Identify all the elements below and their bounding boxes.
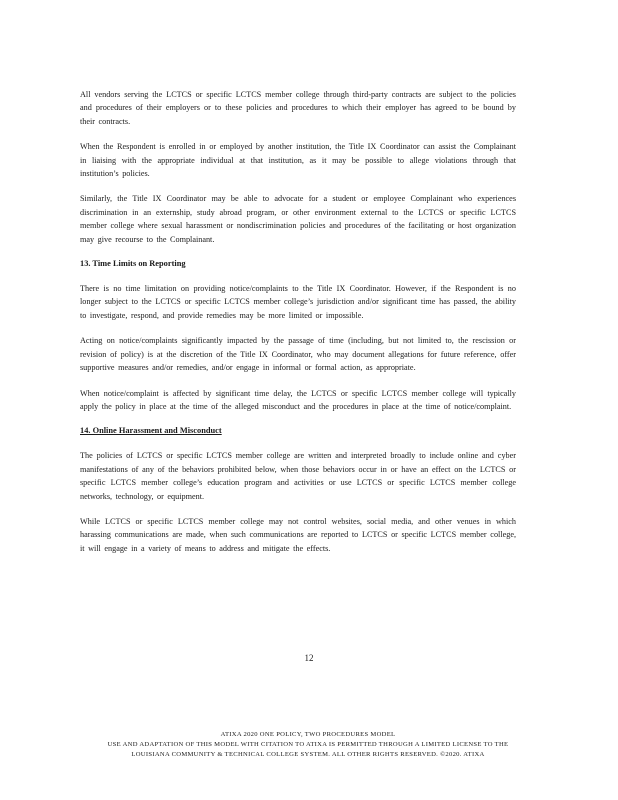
paragraph-online-policies: The policies of LCTCS or specific LCTCS member college are written and interpreted broadly to include online and cyber manifestations of any of the behaviors prohibited below, when those behaviors occur in or have an effect on the LCTCS or specific LCTCS member college’s education program and activities or use LCTCS or specific LCTCS member college networks, technology, or equipment. bbox=[80, 451, 516, 501]
paragraph-acting-on-notice: Acting on notice/complaints significantly impacted by the passage of time (including, but not limited to, the rescission or revision of policy) is at the discretion of the Title IX Coordinator, who may document allegations for future reference, offer supportive measures and/or remedies, and/or engage in informal or formal action, as appropriate. bbox=[80, 336, 516, 373]
paragraph-online-communications: While LCTCS or specific LCTCS member college may not control websites, social media, and other venues in which harassing communications are made, when such communications are reported to LCTCS or specific LCTCS member college, it will engage in a variety of means to address and mitigate the effects. bbox=[80, 516, 516, 553]
footer-line-license: USE AND ADAPTATION OF THIS MODEL WITH CITATION TO ATIXA IS PERMITTED THROUGH A LIMITED LICENSE TO THE bbox=[107, 741, 509, 748]
paragraph-advocate: Similarly, the Title IX Coordinator may be able to advocate for a student or employee Complainant who experiences discrimination in an externship, study abroad program, or other environment external to the LCTCS or specific LCTCS member college where sexual harassment or nondiscrimination policies and procedures of the facilitating or host organization may give recourse to the Complainant. bbox=[80, 194, 516, 244]
page-number: 12 bbox=[304, 653, 314, 663]
paragraph-vendors: All vendors serving the LCTCS or specific LCTCS member college through third-party contracts are subject to the policies and procedures of their employers or to these policies and procedures to which their employer has agreed to be bound by their contracts. bbox=[80, 90, 516, 126]
page-footer bbox=[80, 730, 536, 760]
footer-line-rights: LOUISIANA COMMUNITY & TECHNICAL COLLEGE SYSTEM. ALL OTHER RIGHTS RESERVED. ©2020. ATIXA bbox=[131, 751, 485, 758]
paragraph-no-time-limitation: There is no time limitation on providing notice/complaints to the Title IX Coordinator. However, if the Respondent is no longer subject to the LCTCS or specific LCTCS member college’s jurisdiction and/or significant time has passed, the ability to investigate, respond, and provide remedies may be more limited or impossible. bbox=[80, 284, 516, 320]
paragraph-respondent-other-institution: When the Respondent is enrolled in or employed by another institution, the Title IX Coordinator can assist the Complainant in liaising with the appropriate individual at that institution, as it may be possible to allege violations through that institution’s policies. bbox=[80, 142, 516, 179]
page-body bbox=[80, 88, 516, 567]
section-heading-online-harassment: 14. Online Harassment and Misconduct bbox=[80, 426, 222, 436]
section-heading-time-limits: 13. Time Limits on Reporting bbox=[80, 259, 186, 269]
footer-line-model: ATIXA 2020 ONE POLICY, TWO PROCEDURES MODEL bbox=[220, 731, 396, 738]
paragraph-time-delay: When notice/complaint is affected by significant time delay, the LCTCS or specific LCTCS member college will typically apply the policy in place at the time of the alleged misconduct and the procedures in place at the time of notice/complaint. bbox=[80, 388, 516, 411]
